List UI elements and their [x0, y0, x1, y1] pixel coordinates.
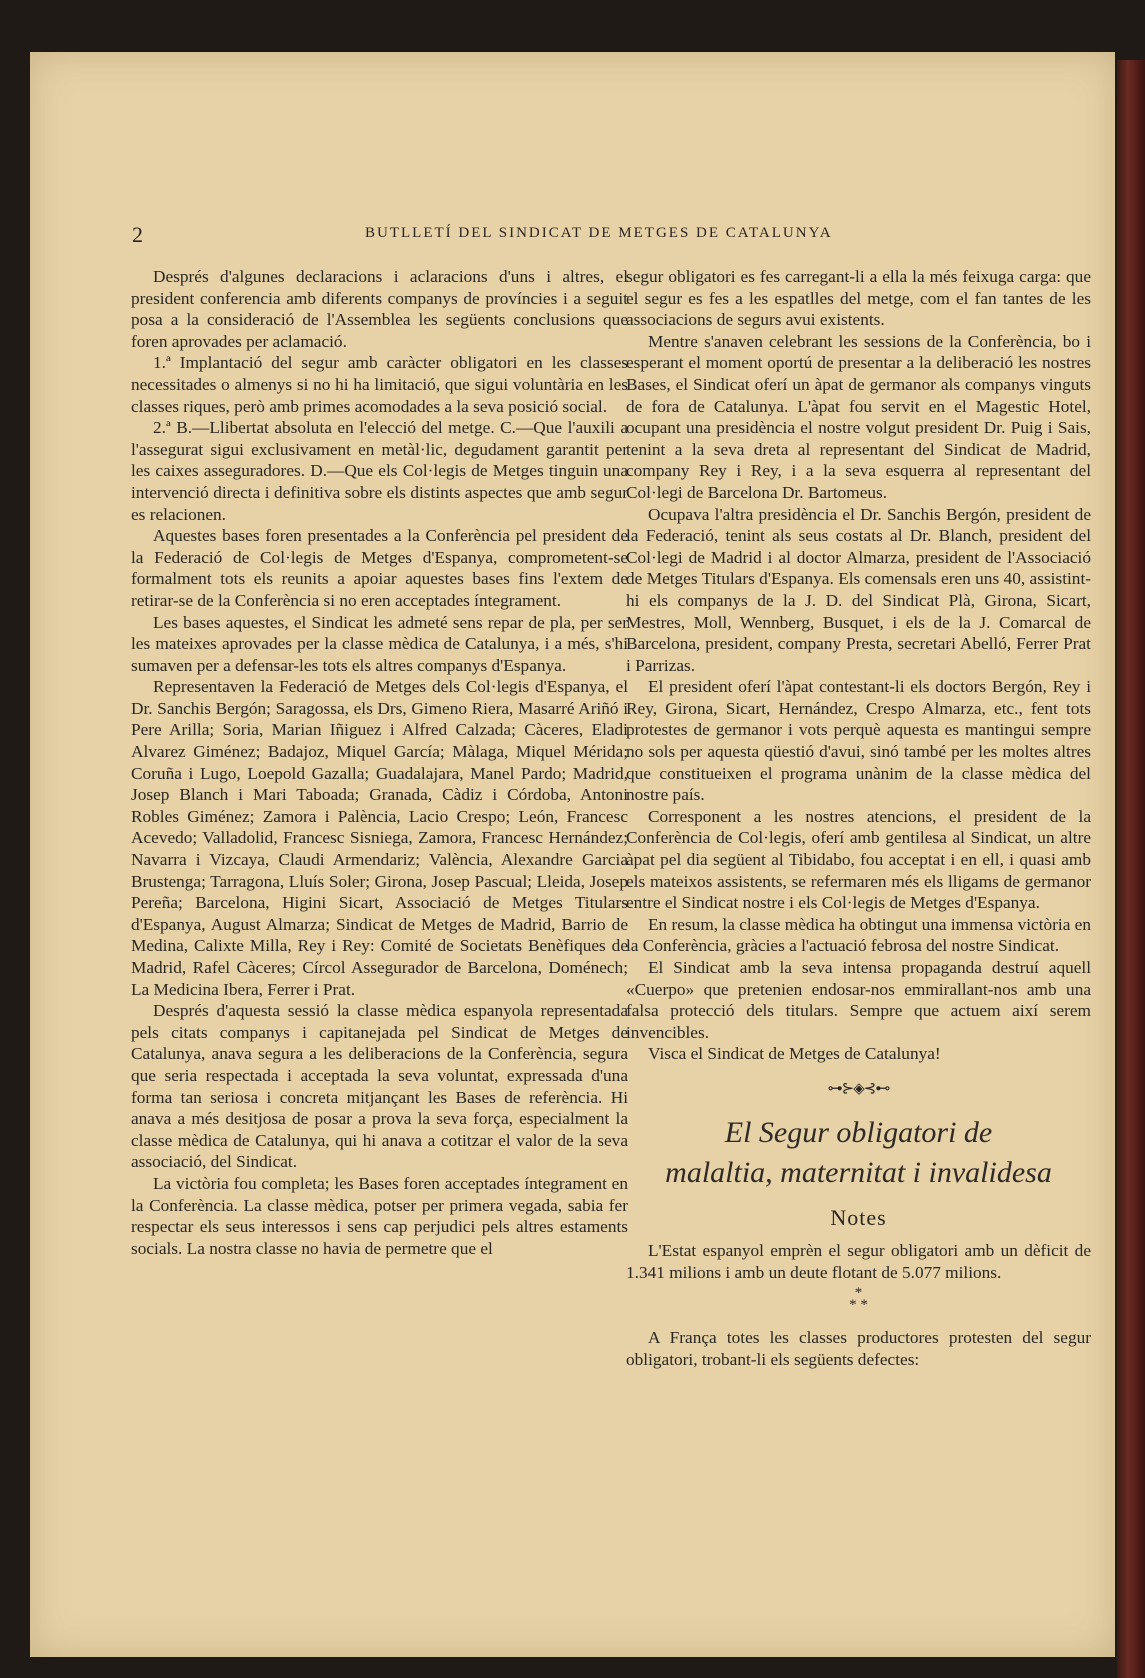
- paragraph: Mentre s'anaven celebrant les sessions de la Conferència, bo i esperant el moment oportú de presentar a la deliberació les nostres Bases, el Sindicat oferí un àpat de germanor als companys vinguts de fora de Catalunya. L'àpat fou servit en el Magestic Hotel, ocupant una presidència el nostre volgut president Dr. Puig i Sais, tenint a la seva dreta al representant del Sindicat de Madrid, company Rey i Rey, i a la seva esquerra al representant del Col·legi de Barcelona Dr. Bartomeus.: [626, 331, 1091, 502]
- paragraph: 1.ª Implantació del segur amb caràcter obligatori en les classes necessitades o almenys si no hi ha limitació, que sigui voluntària en les classes riques, però amb primes acomodades a la seva posició social.: [131, 353, 628, 416]
- asterism-divider: [626, 1285, 1091, 1314]
- paragraph: Visca el Sindicat de Metges de Catalunya!: [648, 1044, 941, 1064]
- article-title-line: El Segur obligatori de: [724, 1115, 993, 1149]
- book-binding-edge: [1117, 60, 1145, 1678]
- running-title: BUTLLETÍ DEL SINDICAT DE METGES DE CATALUNYA: [365, 225, 833, 241]
- paragraph: El Sindicat amb la seva intensa propaganda destruí aquell «Cuerpo» que pretenien endosar-nos emmirallant-nos amb una falsa protecció dels titulars. Sempre que actuem així serem invencibles.: [626, 958, 1091, 1042]
- asterism-bottom: * *: [849, 1297, 868, 1314]
- paragraph: Aquestes bases foren presentades a la Conferència pel president de la Federació de Col·legis de Metges d'Espanya, comprometent-se formalment tots els reunits a apoiar aquestes bases fins l'extem de retirar-se de la Conferència si no eren acceptades íntegrament.: [131, 526, 628, 610]
- article-title-line: malaltia, maternitat i invalidesa: [665, 1155, 1052, 1189]
- paragraph: Després d'algunes declaracions i aclaracions d'uns i altres, el president conferencia amb diferents companys de províncies i a seguit posa a la consideració de l'Assemblea les següents conclusions que foren aprovades per aclamació.: [131, 267, 628, 351]
- document-page: [30, 52, 1115, 1657]
- ornament-divider: ⊶⊱◈⊰⊷: [827, 1080, 890, 1097]
- paragraph: 2.ª B.—Llibertat absoluta en l'elecció del metge. C.—Que l'auxili a l'assegurat sigui exclusivament en metàl·lic, degudament garantit per les caixes asseguradores. D.—Que els Col·legis de Metges tinguin una intervenció directa i definitiva sobre els distints aspectes que amb segur es relacionen.: [131, 418, 628, 524]
- notes-heading: Notes: [830, 1204, 887, 1230]
- note-paragraph: A França totes les classes productores protesten del segur obligatori, trobant-li els següents defectes:: [626, 1328, 1091, 1369]
- paragraph: Després d'aquesta sessió la classe mèdica espanyola representada pels citats companys i capitanejada pel Sindicat de Metges de Catalunya, anava segura a les deliberacions de la Conferència, segura que seria respectada i acceptada la seva voluntat, expressada d'una forma tan seriosa i concreta mitjançant les Bases de referència. Hi anava a més desitjosa de posar a prova la seva força, especialment la classe mèdica de Catalunya, qui hi anava a cotitzar el valor de la seva associació, del Sindicat.: [131, 1001, 628, 1172]
- paragraph-continuation: segur obligatori es fes carregant-li a ella la més feixuga carga: que el segur es fes a les espatlles del metge, com el fan tantes de les associacions de segurs avui existents.: [626, 267, 1091, 330]
- article-title: [626, 1113, 1091, 1193]
- paragraph: El president oferí l'àpat contestant-li els doctors Bergón, Rey i Rey, Girona, Sicart, Hernández, Crespo Almarza, etc., fent tots protestes de germanor i vots perquè aquesta es mantingui sempre no sols per aquesta qüestió d'avui, sinó també per les moltes altres que constitueixen el programa unànim de la classe mèdica del nostre país.: [626, 677, 1091, 805]
- running-header: [30, 222, 1115, 248]
- note-paragraph: L'Estat espanyol emprèn el segur obligatori amb un dèficit de 1.341 milions i amb un deute flotant de 5.077 milions.: [626, 1241, 1091, 1282]
- asterism-top: *: [854, 1285, 863, 1302]
- left-column: [131, 266, 628, 1259]
- page-number: 2: [132, 222, 143, 247]
- paragraph: Corresponent a les nostres atencions, el president de la Conferència de Col·legis, oferí amb gentilesa al Sindicat, un altre àpat pel dia següent al Tibidabo, fou acceptat i en ell, i quasi amb els mateixos assistents, se refermaren més els lligams de germanor entre el Sindicat nostre i els Col·legis de Metges d'Espanya.: [626, 806, 1091, 913]
- paragraph: La victòria fou completa; les Bases foren acceptades íntegrament en la Conferència. La classe mèdica, potser per primera vegada, sabia fer respectar els seus interessos i sens cap perjudici pels altres estaments socials. La nostra classe no havia de permetre que el: [131, 1173, 628, 1258]
- paragraph: Representaven la Federació de Metges dels Col·legis d'Espanya, el Dr. Sanchis Bergón; Saragossa, els Drs, Gimeno Riera, Masarré Ariñó i Pere Arilla; Soria, Marian Iñiguez i Alfred Calzada; Càceres, Eladi Alvarez Giménez; Badajoz, Miquel García; Màlaga, Miquel Mérida; Coruña i Lugo, Loepold Gazalla; Guadalajara, Manel Pardo; Madrid, Josep Blanch i Mari Taboada; Granada, Càdiz i Córdoba, Antoni Robles Giménez; Zamora i Palència, Lacio Crespo; León, Francesc Acevedo; Valladolid, Francesc Sisniega, Zamora, Francesc Hernández; Navarra i Vizcaya, Claudi Armendariz; València, Alexandre Garcia Brustenga; Tarragona, Lluís Soler; Girona, Josep Pascual; Lleida, Josep Pereña; Barcelona, Higini Sicart, Associació de Metges Titulars d'Espanya, August Almarza; Sindicat de Metges de Madrid, Barrio de Medina, Calixte Milla, Rey i Rey: Comité de Societats Benèfiques de Madrid, Rafel Càceres; Círcol Assegurador de Barcelona, Doménech; La Medicina Ibera, Ferrer i Prat.: [131, 677, 628, 999]
- paragraph: En resum, la classe mèdica ha obtingut una immensa victòria en la Conferència, gràcies a l'actuació febrosa del nostre Sindicat.: [626, 914, 1091, 956]
- paragraph: Les bases aquestes, el Sindicat les admeté sens repar de pla, per ser les mateixes aprovades per la classe mèdica de Catalunya, i a més, s'hi sumaven per a defensar-les tots els altres companys d'Espanya.: [131, 612, 628, 675]
- right-column: [626, 266, 1091, 1371]
- paragraph: Ocupava l'altra presidència el Dr. Sanchis Bergón, president de la Federació, tenint als seus costats al Dr. Blanch, president del Col·legi de Madrid i al doctor Almarza, president de l'Associació de Metges Titulars d'Espanya. Els comensals eren uns 40, assistint-hi els companys de la J. D. del Sindicat Plà, Girona, Sicart, Mestres, Moll, Wennberg, Busquet, i els de la J. Comarcal de Barcelona, president, company Presta, secretari Abelló, Ferrer Prat i Parrizas.: [626, 504, 1091, 675]
